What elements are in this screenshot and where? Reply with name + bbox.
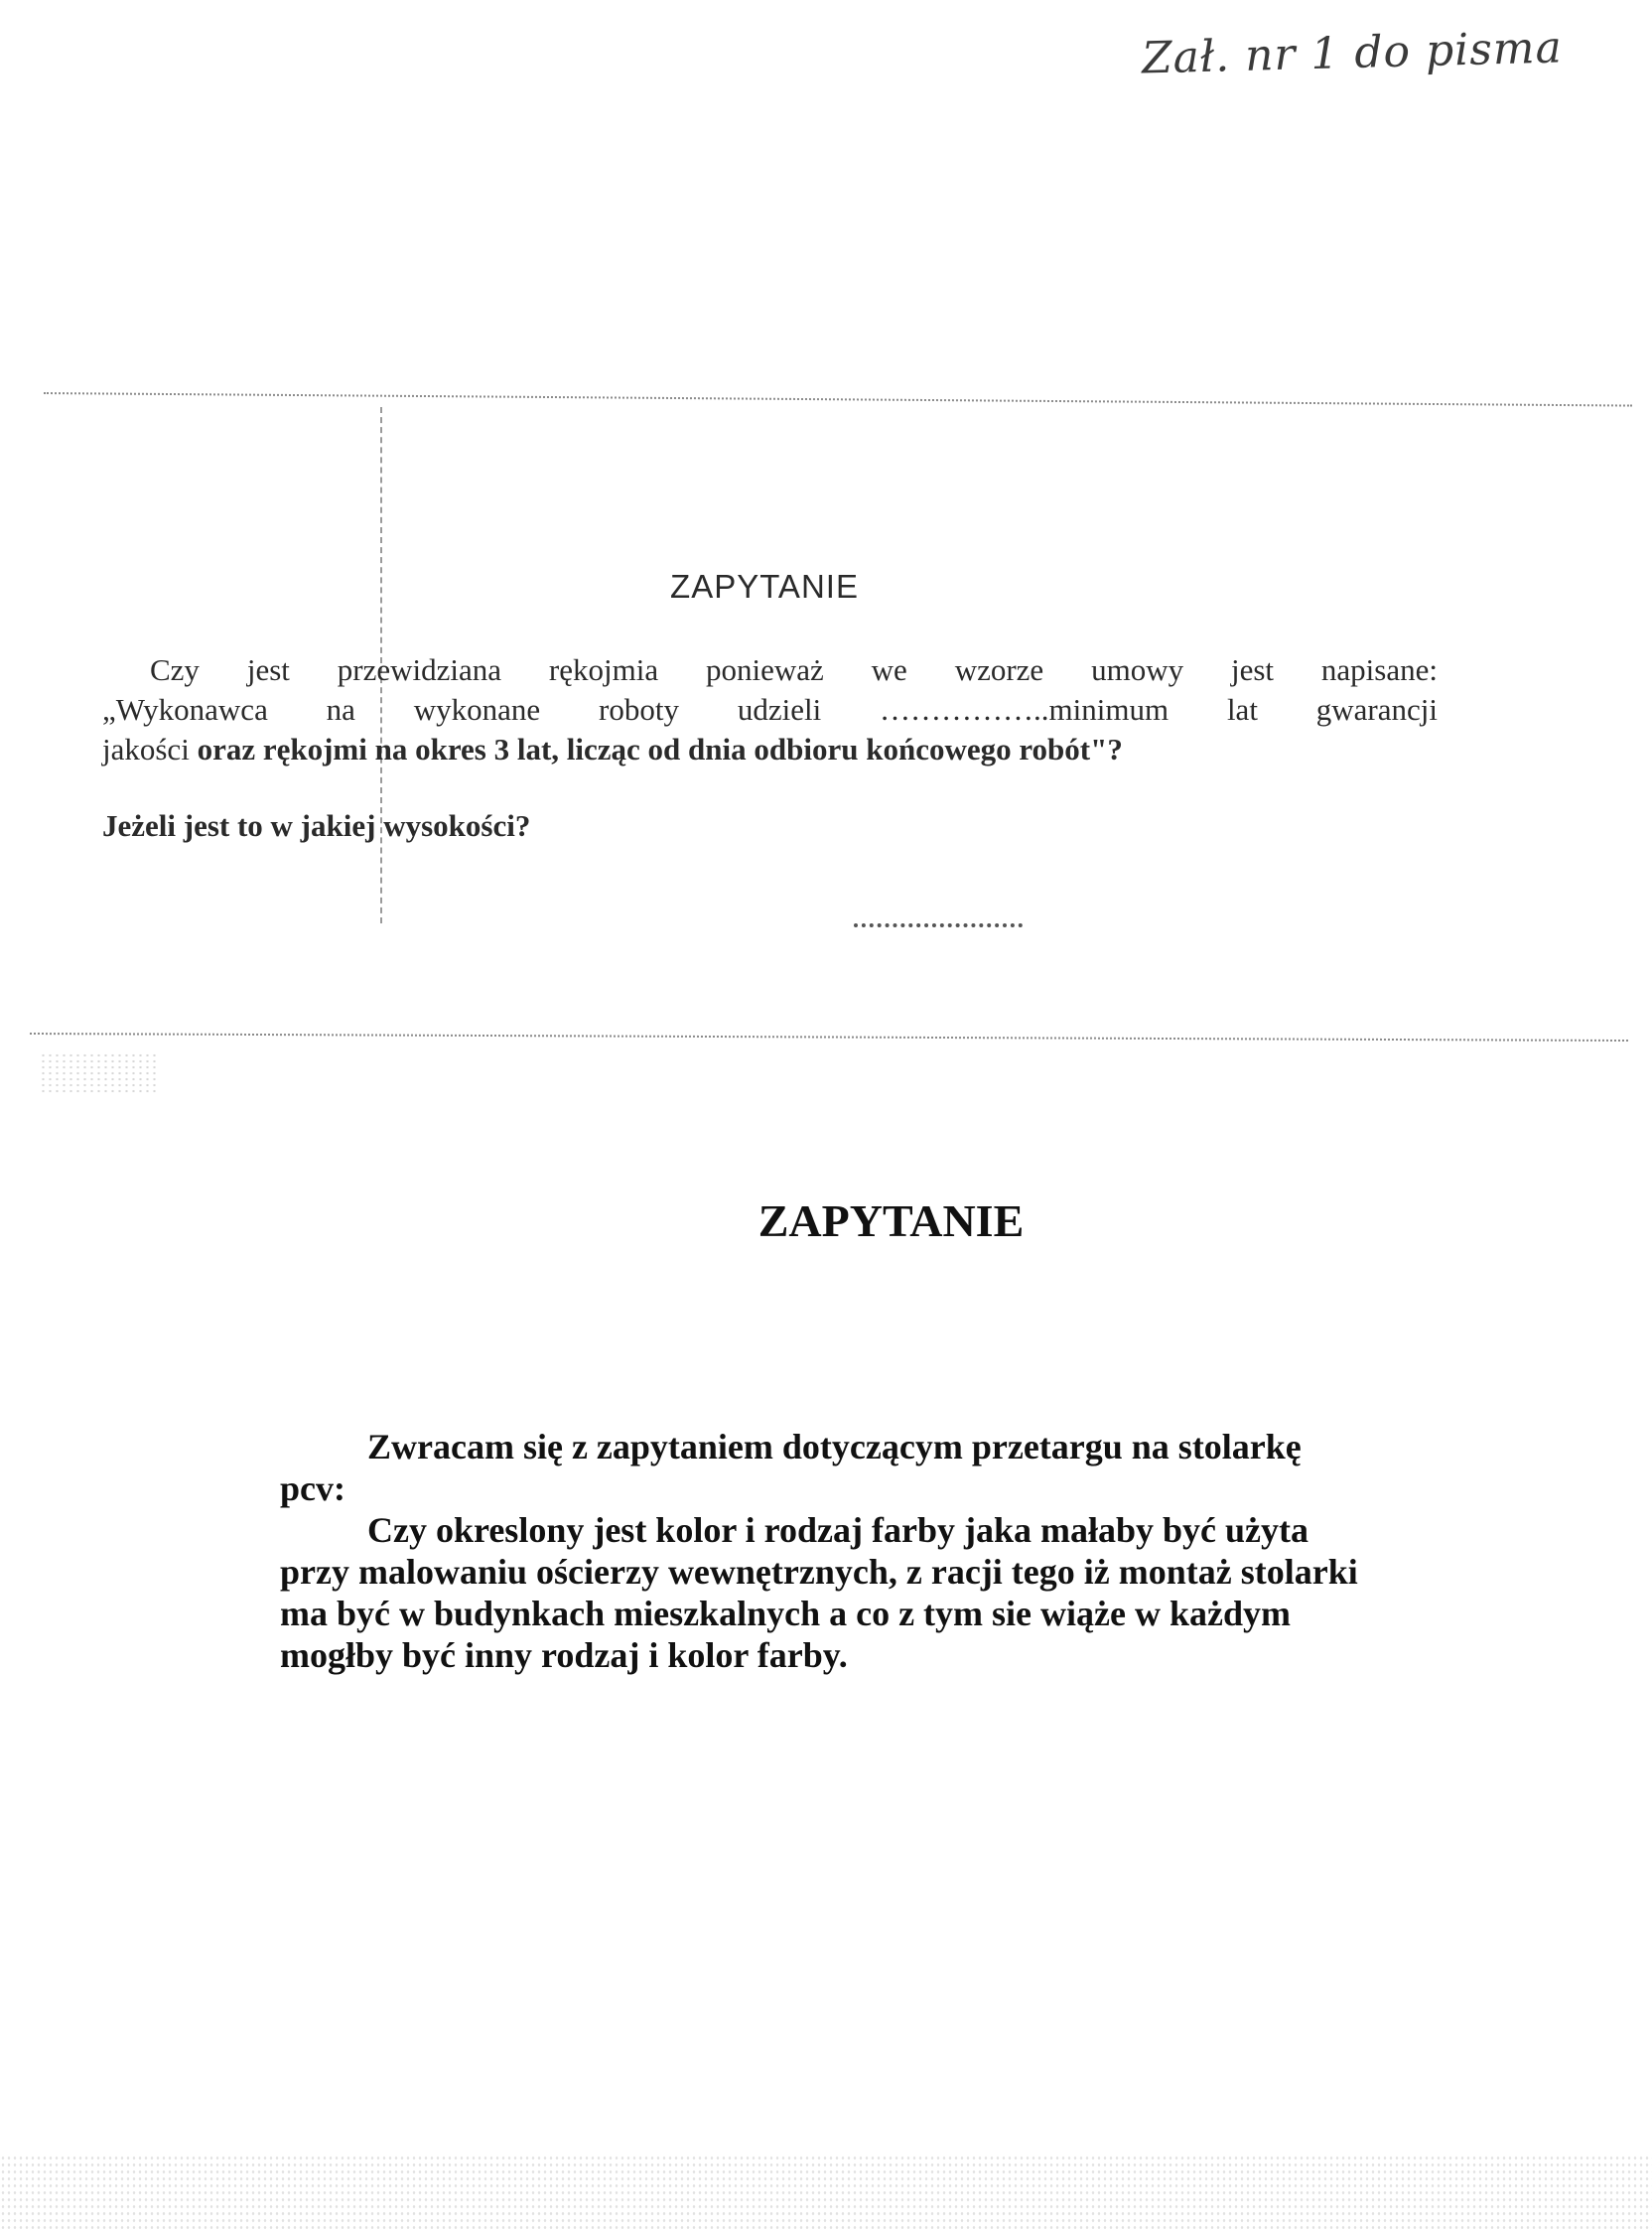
section2-paragraph-1 bbox=[280, 1426, 1461, 1509]
section1-title: ZAPYTANIE bbox=[670, 568, 859, 605]
handwritten-attachment-note: Zał. nr 1 do pisma bbox=[1141, 22, 1564, 84]
section2-title: ZAPYTANIE bbox=[757, 1195, 1025, 1246]
section1-line-1: Czy jest przewidziana rękojmia ponieważ we wzorze umowy jest napisane: bbox=[150, 652, 1438, 687]
section2-paragraph-2-line-3: mogłby być inny rodzaj i kolor farby. bbox=[280, 1635, 848, 1675]
section2-paragraph-2-line-1: przy malowaniu ościerzy wewnętrznych, z racji tego iż montaż stolarki bbox=[280, 1552, 1358, 1592]
section1-body bbox=[102, 650, 1438, 769]
section1-line-3-bold: oraz rękojmi na okres 3 lat, licząc od dnia odbioru końcowego robót"? bbox=[197, 732, 1123, 767]
scan-speckle bbox=[40, 1052, 159, 1092]
section2-paragraph-1-text: Zwracam się z zapytaniem dotyczącym przetargu na stolarkę bbox=[367, 1427, 1302, 1466]
cut-line-top bbox=[44, 392, 1632, 407]
section1-line-3 bbox=[102, 730, 1438, 769]
cut-off-text-fragment bbox=[854, 923, 1023, 927]
section2-paragraph-1-cont: pcv: bbox=[280, 1468, 345, 1508]
section2-paragraph-2-text: Czy okreslony jest kolor i rodzaj farby jaka małaby być użyta bbox=[367, 1510, 1308, 1550]
scan-noise-bottom bbox=[0, 2155, 1652, 2232]
section2-paragraph-2 bbox=[280, 1509, 1461, 1676]
section1-line-3-start: jakości bbox=[102, 732, 190, 767]
section2-body bbox=[280, 1426, 1461, 1676]
section2-paragraph-2-line-2: ma być w budynkach mieszkalnych a co z tym sie wiąże w każdym bbox=[280, 1594, 1291, 1633]
section1-line-2: „Wykonawca na wykonane roboty udzieli ……………..minimum lat gwarancji bbox=[102, 692, 1438, 727]
section1-question: Jeżeli jest to w jakiej wysokości? bbox=[102, 808, 531, 843]
cut-line-bottom bbox=[30, 1033, 1628, 1042]
